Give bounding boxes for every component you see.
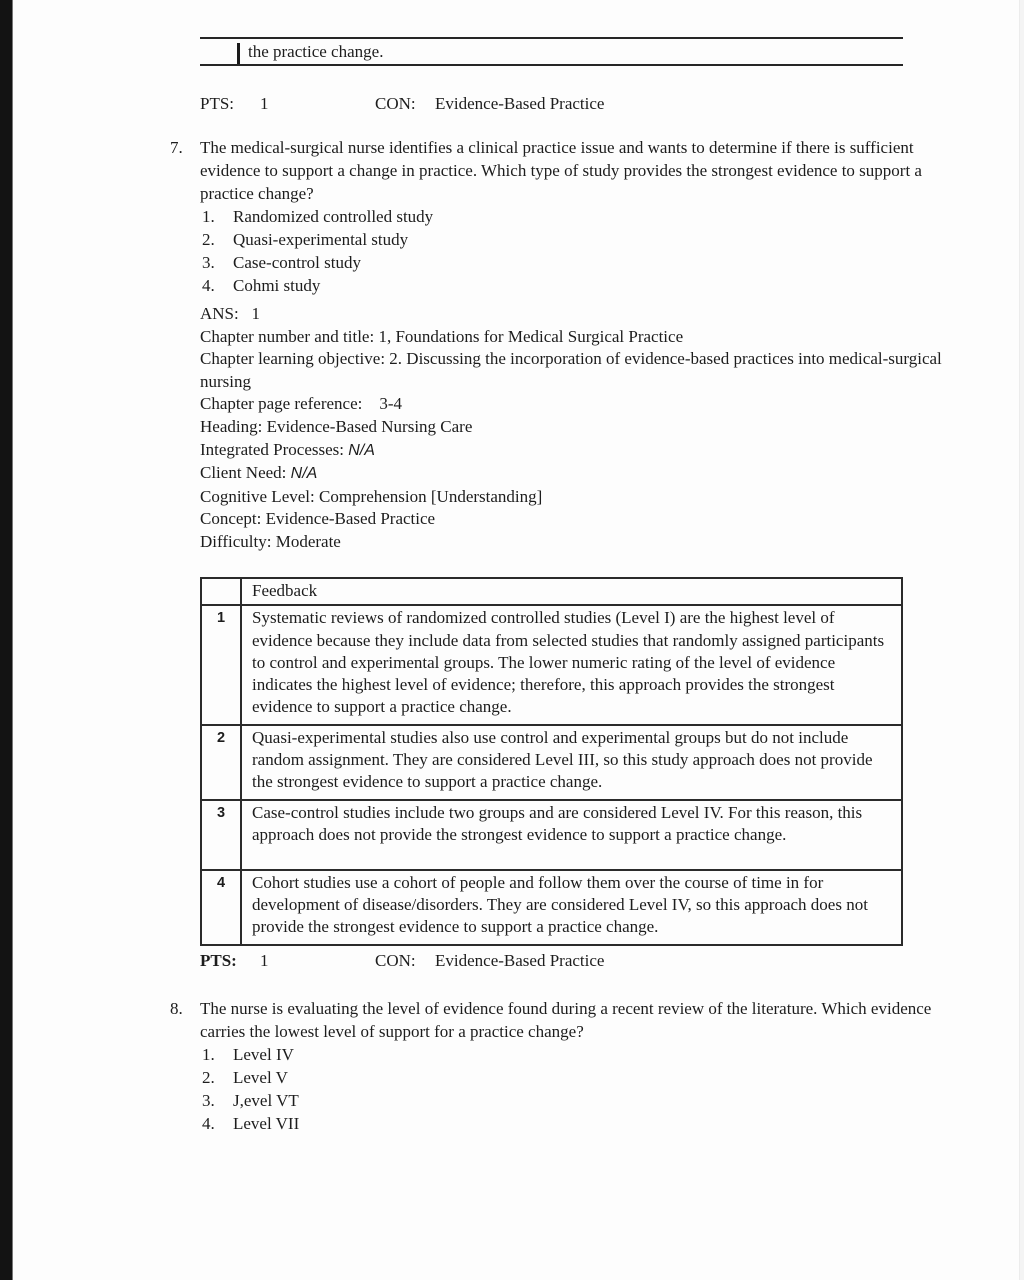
row-feedback-cell: Systematic reviews of randomized controlled studies (Level I) are the highest level of evidence because they include data from selected studies that randomly assigned participants to control and experimental groups. The lower numeric rating of the level of evidence indicates the highest level of evidence; therefore, this approach provides the strongest evidence to support a practice change. (241, 605, 902, 724)
option-label: Case-control study (233, 253, 361, 272)
integrated-processes-line (200, 439, 948, 463)
learning-objective-line: Chapter learning objective: 2. Discussing the incorporation of evidence-based practices into medical-surgical nursing (200, 349, 942, 391)
pts-value: 1 (260, 94, 269, 113)
con-value: Evidence-Based Practice (435, 951, 605, 970)
row-feedback-cell: Quasi-experimental studies also use control and experimental groups but do not include random assignment. They are considered Level III, so this study approach does not provide the strongest evidence to support a practice change. (241, 725, 902, 800)
question-number: 7. (170, 138, 183, 157)
option-number: 3. (202, 1091, 215, 1110)
table-row (201, 605, 902, 724)
pts-label: PTS: (200, 94, 235, 113)
answer-option (200, 205, 935, 228)
option-label: Randomized controlled study (233, 207, 434, 226)
feedback-table (200, 577, 903, 946)
chapter-title-line: Chapter number and title: 1, Foundations for Medical Surgical Practice (200, 326, 684, 346)
right-edge-strip (1019, 0, 1024, 1280)
page-reference-line: Chapter page reference: 3-4 (200, 394, 402, 414)
table-column-divider-bar (237, 43, 240, 64)
feedback-table-header-row (201, 578, 902, 605)
option-label: Cohmi study (233, 276, 321, 295)
row-feedback-cell: Cohort studies use a cohort of people and follow them over the course of time in for development of disease/disorders. They are considered Level IV, so this approach does not provide the strongest evidence to support a practice change. (241, 870, 902, 945)
answer-option (200, 1089, 935, 1112)
left-black-edge-bar (0, 0, 13, 1280)
option-label: Level IV (233, 1045, 294, 1064)
con-label: CON: (375, 94, 416, 113)
answer-option (200, 1043, 935, 1066)
concept-line: Concept: Evidence-Based Practice (200, 509, 436, 529)
option-number: 4. (202, 276, 215, 295)
row-feedback-cell: Case-control studies include two groups and are considered Level IV. For this reason, this approach does not provide the strongest evidence to support a practice change. (241, 800, 902, 870)
pts-con-line-1 (200, 94, 910, 116)
previous-table-fragment (200, 37, 903, 66)
answer-option (200, 274, 935, 297)
row-number-cell: 2 (201, 725, 241, 800)
pts-con-line-2 (200, 951, 910, 973)
question-text: The nurse is evaluating the level of evidence found during a recent review of the literature. Which evidence carries the lowest level of support for a practice change? (200, 999, 932, 1041)
option-label: J,evel VT (233, 1091, 299, 1110)
option-label: Level VII (233, 1114, 300, 1133)
question-7 (170, 136, 935, 297)
client-need-label: Client Need: (200, 463, 291, 483)
option-number: 2. (202, 230, 215, 249)
question-body (200, 997, 935, 1135)
row-number-cell: 1 (201, 605, 241, 724)
difficulty-line: Difficulty: Moderate (200, 531, 341, 551)
row-number-cell: 3 (201, 800, 241, 870)
row-number-cell: 4 (201, 870, 241, 945)
option-number: 1. (202, 207, 215, 226)
answer-options (200, 205, 935, 297)
table-row (201, 725, 902, 800)
question-text: The medical-surgical nurse identifies a clinical practice issue and wants to determine if there is sufficient evidence to support a change in practice. Which type of study provides the strongest evidence to support a practice change? (200, 138, 922, 203)
integrated-processes-value: N/A (348, 441, 375, 459)
pts-label: PTS: (200, 951, 237, 970)
question-8 (170, 997, 935, 1135)
answer-option (200, 1112, 935, 1135)
option-number: 1. (202, 1045, 215, 1064)
ans-line: ANS: 1 (200, 304, 260, 323)
integrated-processes-label: Integrated Processes: (200, 439, 349, 459)
client-need-line (200, 462, 948, 486)
answer-option (200, 251, 935, 274)
answer-rationale-block (200, 303, 948, 554)
option-label: Quasi-experimental study (233, 230, 409, 249)
answer-option (200, 228, 935, 251)
option-label: Level V (233, 1068, 288, 1087)
table-row (201, 800, 902, 870)
cognitive-level-line: Cognitive Level: Comprehension [Understanding] (200, 486, 543, 506)
table-row (201, 870, 902, 945)
answer-option (200, 1066, 935, 1089)
con-label: CON: (375, 951, 416, 970)
answer-options (200, 1043, 935, 1135)
header-empty-cell (201, 578, 241, 605)
heading-line: Heading: Evidence-Based Nursing Care (200, 416, 473, 436)
option-number: 2. (202, 1068, 215, 1087)
pts-value: 1 (260, 951, 269, 970)
con-value: Evidence-Based Practice (435, 94, 605, 113)
fragment-text: the practice change. (248, 42, 384, 61)
option-number: 4. (202, 1114, 215, 1133)
option-number: 3. (202, 253, 215, 272)
client-need-value: N/A (290, 465, 318, 483)
question-body (200, 136, 935, 297)
feedback-header-cell: Feedback (241, 578, 902, 605)
question-number: 8. (170, 999, 183, 1018)
